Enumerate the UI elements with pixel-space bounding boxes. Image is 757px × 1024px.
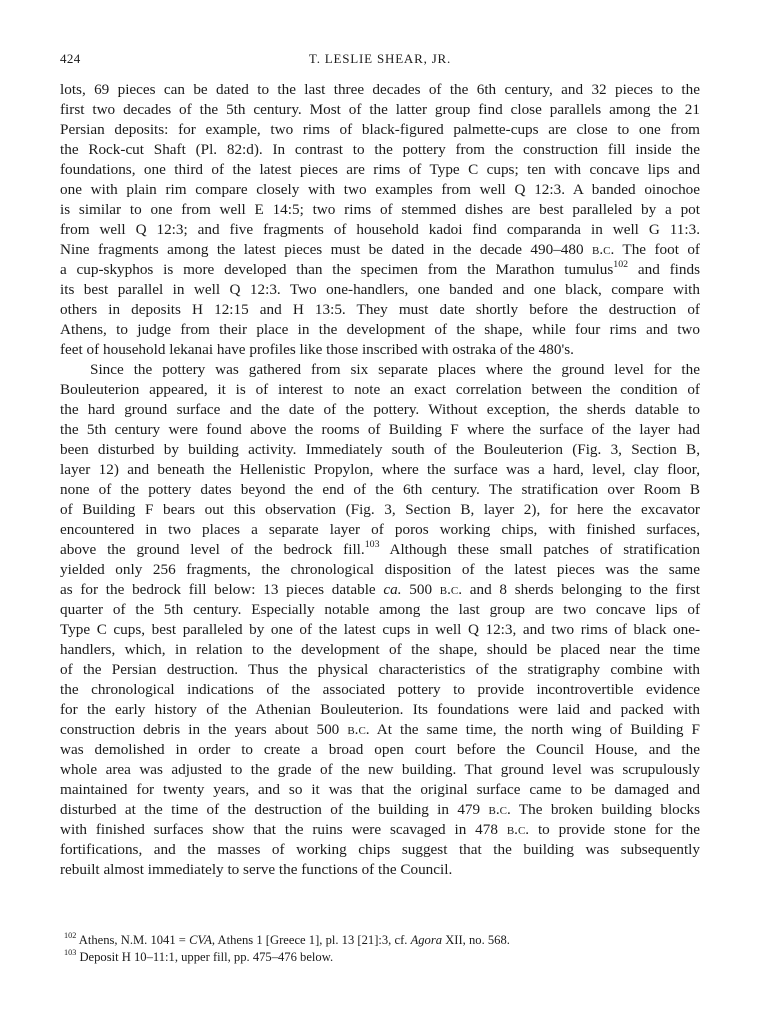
text-line: lots, 69 pieces can be dated to the last three decades of the 6th century, and 32 pieces to the xyxy=(60,81,700,98)
bc-abbrev: b.c. xyxy=(592,241,615,258)
running-head: T. LESLIE SHEAR, JR. xyxy=(308,51,452,66)
text-line xyxy=(60,580,700,600)
text-line: fortifications, and the masses of working chips suggest that the building was subsequently xyxy=(60,841,700,858)
text-line: feet of household lekanai have profiles like those inscribed with ostraka of the 480's. xyxy=(60,341,574,358)
text-line: Persian deposits: for example, two rims of black-figured palmette-cups are close to one from xyxy=(60,121,700,138)
footnote-103 xyxy=(60,949,700,966)
text-line: for the early history of the Athenian Bouleuterion. Its foundations were laid and packed with xyxy=(60,701,700,718)
text-line: the Rock-cut Shaft (Pl. 82:d). In contrast to the pottery from the construction fill inside the xyxy=(60,141,700,158)
text-line: the hard ground surface and the date of the pottery. Without exception, the sherds datable to xyxy=(60,401,700,418)
text-line: maintained for twenty years, and so it was that the original surface came to be damaged and xyxy=(60,781,700,798)
text-line: first two decades of the 5th century. Most of the latter group find close parallels among the 21 xyxy=(60,101,700,118)
page-number: 424 xyxy=(60,51,81,66)
bc-abbrev: b.c. xyxy=(506,821,530,838)
text-line: Bouleuterion appeared, it is of interest to note an exact correlation between the condition of xyxy=(60,381,700,398)
text-line: Nine fragments among the latest pieces must be dated in the decade 490–480 b.c. The foot of xyxy=(60,241,700,258)
text-line xyxy=(60,260,700,280)
text-line: the chronological indications of the associated pottery to provide incontrovertible evidence xyxy=(60,681,700,698)
body-text xyxy=(60,80,700,880)
text-line: quarter of the 5th century. Especially notable among the last group are two concave lips of xyxy=(60,601,700,618)
text-line: construction debris in the years about 500 b.c. At the same time, the north wing of Building F xyxy=(60,721,700,738)
text-line: of Building F bears out this observation (Fig. 3, Section B, layer 2), for here the excavator xyxy=(60,501,700,518)
text-line: one with plain rim compare closely with two examples from well Q 12:3. A banded oinochoe xyxy=(60,181,700,198)
text-line: others in deposits H 12:15 and H 13:5. They must date shortly before the destruction of xyxy=(60,301,700,318)
text-line: with finished surfaces show that the ruins were scavaged in 478 b.c. to provide stone for the xyxy=(60,821,700,838)
footnote-ref-102[interactable]: 102 xyxy=(613,259,629,271)
text-line: been disturbed by building activity. Immediately south of the Bouleuterion (Fig. 3, Section B, xyxy=(60,441,700,458)
bc-abbrev: b.c. xyxy=(439,581,463,598)
text-line: layer 12) and beneath the Hellenistic Propylon, where the surface was a hard, level, clay floor, xyxy=(60,461,700,478)
footnote-text: Deposit H 10–11:1, upper fill, pp. 475–476 below. xyxy=(79,950,334,964)
footnote-number: 103 xyxy=(64,948,77,958)
footnote-ref-103[interactable]: 103 xyxy=(364,539,380,551)
footnote-number: 102 xyxy=(64,931,77,941)
bc-abbrev: b.c. xyxy=(488,801,511,818)
text-line: handlers, which, in relation to the development of the shape, should be placed near the time xyxy=(60,641,700,658)
footnote-102 xyxy=(60,932,700,949)
text-line: its best parallel in well Q 12:3. Two one-handlers, one banded and one black, compare with xyxy=(60,281,700,298)
text-run: Although these small patches of stratification xyxy=(379,541,700,558)
text-line xyxy=(60,540,700,560)
footnotes xyxy=(60,932,700,966)
footnote-italic: Agora xyxy=(410,933,443,947)
footnote-text: , Athens 1 [Greece 1], pl. 13 [21]:3, cf. xyxy=(211,933,411,947)
footnote-italic: CVA xyxy=(189,933,212,947)
text-run: a cup-skyphos is more developed than the specimen from the Marathon tumulus xyxy=(60,261,614,278)
text-line: rebuilt almost immediately to serve the functions of the Council. xyxy=(60,861,453,878)
text-line: encountered in two places a separate layer of poros working chips, with finished surfaces, xyxy=(60,521,700,538)
text-line: none of the pottery dates beyond the end of the 6th century. The stratification over Room B xyxy=(60,481,700,498)
text-line: disturbed at the time of the destruction of the building in 479 b.c. The broken building blocks xyxy=(60,801,700,818)
text-line: yielded only 256 fragments, the chronological disposition of the latest pieces was the same xyxy=(60,561,700,578)
text-line: was demolished in order to create a broad open court before the Council House, and the xyxy=(60,741,700,758)
text-line: foundations, one third of the latest pieces are rims of Type C cups; ten with concave lips and xyxy=(60,161,700,178)
text-line: Type C cups, best paralleled by one of the latest cups in well Q 12:3, and two rims of black one- xyxy=(60,621,700,638)
text-run: and finds xyxy=(628,261,700,278)
text-run: as for the bedrock fill below: 13 pieces datable xyxy=(60,581,376,598)
text-line: of the Persian destruction. Thus the physical characteristics of the stratigraphy combine with xyxy=(60,661,700,678)
footnote-text: XII, no. 568. xyxy=(442,933,510,947)
text-line: is similar to one from well E 14:5; two rims of stemmed dishes are best paralleled by a pot xyxy=(60,201,700,218)
text-line: from well Q 12:3; and five fragments of household kadoi find comparanda in well G 11:3. xyxy=(60,221,700,238)
text-line: whole area was adjusted to the grade of the new building. That ground level was scrupulously xyxy=(60,761,700,778)
text-line: Since the pottery was gathered from six separate places where the ground level for the xyxy=(90,361,700,378)
text-run: above the ground level of the bedrock fill. xyxy=(60,541,365,558)
italic-ca: ca. xyxy=(383,581,402,598)
text-run: 500 b.c. and 8 sherds belonging to the first xyxy=(401,581,701,598)
text-line: the 5th century were found above the rooms of Building F where the surface of the layer had xyxy=(60,421,700,438)
bc-abbrev: b.c. xyxy=(347,721,370,738)
page-header xyxy=(60,51,700,71)
text-line: Athens, to judge from their place in the development of the shape, while four rims and two xyxy=(60,321,700,338)
footnote-text: Athens, N.M. 1041 = xyxy=(78,933,190,947)
